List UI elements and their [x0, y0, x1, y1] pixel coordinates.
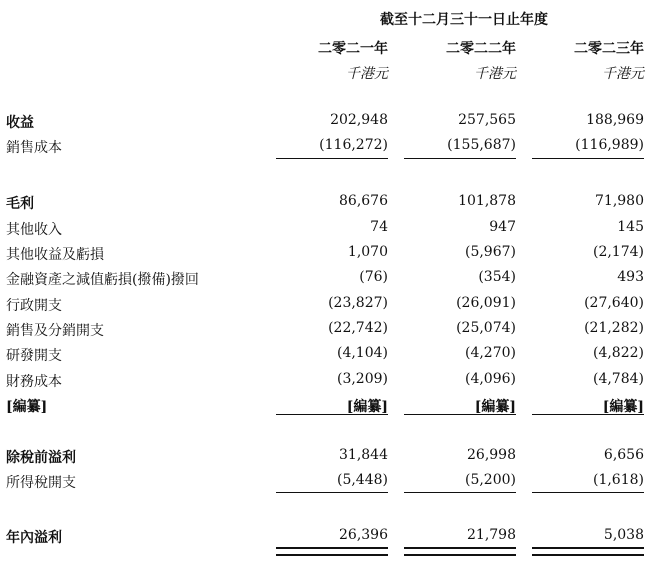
value-cell-2022: 947 [489, 219, 516, 235]
subtotal-rule-2023 [532, 414, 644, 415]
row-label: 財務成本 [6, 374, 62, 390]
value-cell-2023: 188,969 [586, 112, 644, 128]
subtotal-rule-2021 [276, 414, 388, 415]
value-cell-2022: (4,270) [464, 345, 516, 361]
unit-header-2023: 千港元 [602, 66, 644, 82]
subtotal-rule-2021 [276, 492, 388, 493]
value-cell-2023: (27,640) [584, 295, 644, 311]
value-cell-2022: (155,687) [447, 137, 516, 153]
value-cell-2021: (5,448) [336, 472, 388, 488]
value-cell-2022: 101,878 [458, 193, 516, 209]
row-label: 收益 [6, 115, 34, 131]
table-row [0, 112, 652, 132]
value-cell-2021: 31,844 [339, 447, 388, 463]
value-cell-2021: 26,396 [339, 527, 388, 543]
row-label: 其他收益及虧損 [6, 247, 104, 263]
value-cell-2023: (4,784) [592, 371, 644, 387]
value-cell-2022: (5,967) [464, 244, 516, 260]
total-double-rule-2022 [404, 547, 516, 556]
table-row [0, 371, 652, 391]
period-header: 截至十二月三十一日止年度 [380, 12, 548, 28]
value-cell-2023: (2,174) [592, 244, 644, 260]
value-cell-2021: (22,742) [328, 320, 388, 336]
value-cell-2023: (4,822) [592, 345, 644, 361]
table-row [0, 269, 652, 289]
row-label: [編纂] [6, 399, 48, 415]
table-row [0, 447, 652, 467]
table-row [0, 244, 652, 264]
value-cell-2022: [編纂] [474, 399, 516, 415]
value-cell-2023: 145 [617, 219, 644, 235]
row-label: 銷售成本 [6, 140, 62, 156]
value-cell-2022: 21,798 [467, 527, 516, 543]
row-label: 研發開支 [6, 348, 62, 364]
value-cell-2021: 202,948 [330, 112, 388, 128]
value-cell-2022: (354) [478, 269, 516, 285]
year-header-2021: 二零二一年 [318, 41, 388, 57]
value-cell-2022: (25,074) [456, 320, 516, 336]
table-row [0, 137, 652, 157]
table-row [0, 472, 652, 492]
row-label: 銷售及分銷開支 [6, 323, 104, 339]
total-double-rule-2021 [276, 547, 388, 556]
row-label: 所得稅開支 [6, 475, 76, 491]
value-cell-2023: (1,618) [592, 472, 644, 488]
value-cell-2021: (23,827) [328, 295, 388, 311]
value-cell-2021: (76) [359, 269, 388, 285]
row-label: 毛利 [6, 196, 34, 212]
unit-header-2022: 千港元 [474, 66, 516, 82]
value-cell-2021: (116,272) [319, 137, 388, 153]
value-cell-2022: 257,565 [458, 112, 516, 128]
table-row [0, 295, 652, 315]
table-row [0, 527, 652, 547]
value-cell-2021: (4,104) [336, 345, 388, 361]
table-row [0, 193, 652, 213]
row-label: 其他收入 [6, 222, 62, 238]
unit-header-2021: 千港元 [346, 66, 388, 82]
value-cell-2023: (21,282) [584, 320, 644, 336]
value-cell-2023: 6,656 [603, 447, 644, 463]
value-cell-2022: 26,998 [467, 447, 516, 463]
value-cell-2022: (5,200) [464, 472, 516, 488]
row-label: 行政開支 [6, 298, 62, 314]
total-double-rule-2023 [532, 547, 644, 556]
value-cell-2021: 1,070 [347, 244, 388, 260]
value-cell-2023: [編纂] [602, 399, 644, 415]
value-cell-2021: 74 [370, 219, 388, 235]
row-label: 年內溢利 [6, 530, 62, 546]
table-row [0, 320, 652, 340]
table-row [0, 396, 652, 416]
value-cell-2022: (4,096) [464, 371, 516, 387]
subtotal-rule-2023 [532, 492, 644, 493]
value-cell-2021: (3,209) [336, 371, 388, 387]
value-cell-2022: (26,091) [456, 295, 516, 311]
subtotal-rule-2021 [276, 158, 388, 159]
subtotal-rule-2022 [404, 158, 516, 159]
year-header-2022: 二零二二年 [446, 41, 516, 57]
value-cell-2021: 86,676 [339, 193, 388, 209]
table-row [0, 345, 652, 365]
value-cell-2023: (116,989) [575, 137, 644, 153]
row-label: 金融資產之減值虧損(撥備)撥回 [6, 272, 199, 288]
row-label: 除稅前溢利 [6, 450, 76, 466]
value-cell-2023: 71,980 [595, 193, 644, 209]
subtotal-rule-2022 [404, 414, 516, 415]
year-header-2023: 二零二三年 [574, 41, 644, 57]
subtotal-rule-2022 [404, 492, 516, 493]
subtotal-rule-2023 [532, 158, 644, 159]
value-cell-2023: 493 [617, 269, 644, 285]
value-cell-2021: [編纂] [346, 399, 388, 415]
value-cell-2023: 5,038 [603, 527, 644, 543]
table-row [0, 219, 652, 239]
